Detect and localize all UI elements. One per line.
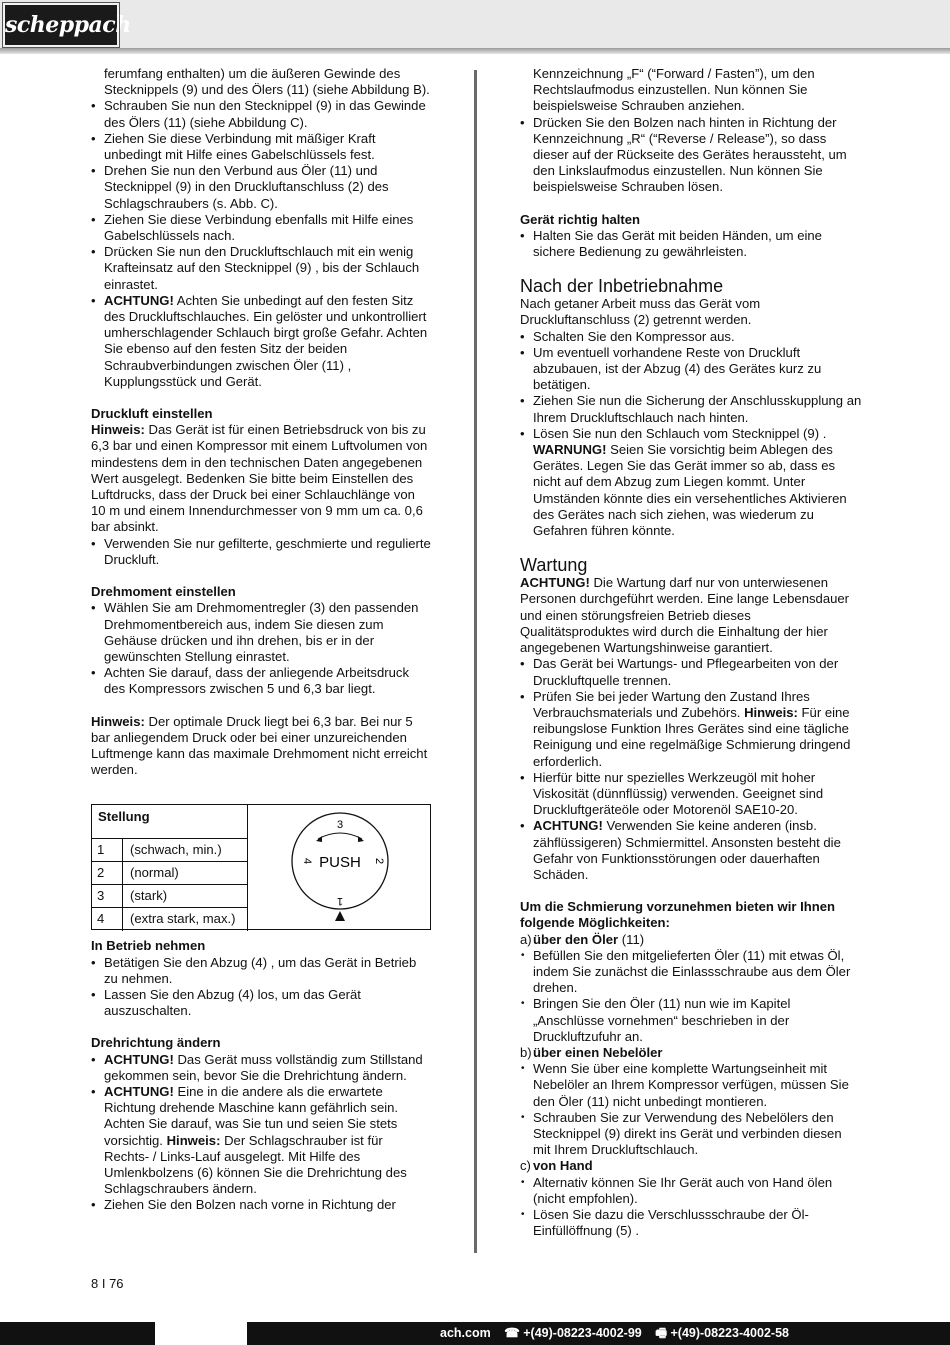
nach-intro: Nach getaner Arbeit muss das Gerät vom Druckluftanschluss (2) getrennt werden. [520,296,761,328]
list-item [520,426,862,539]
list-item-text: Prüfen Sie bei jeder Wartung den Zustand Ihres Verbrauchsmaterials und Zubehörs. [533,688,810,720]
option-c-list [520,1175,862,1240]
intro-continuation: ferumfang enthalten) um die äußeren Gewinde des Stecknippels (9) und des Ölers (11) (siehe Abbildung B). [104,66,430,98]
hinweis-label: Hinweis: [744,704,798,720]
option-title: über den Öler [533,931,619,947]
list-item: • Schrauben Sie zur Verwendung des Nebelölers den Stecknippel (9) direkt ins Gerät und verbinden diesen mit Ihrem Druckluftschlauch. [520,1110,862,1159]
nach-list [520,329,862,540]
option-b-list [520,1061,862,1158]
option-label: b) [520,1044,532,1060]
dial-label-top: 3 [336,819,344,832]
list-item: • Wenn Sie über eine komplette Wartungseinheit mit Nebelöler an Ihrem Kompressor verfügen, müssen Sie den Öler (11) nicht unbedingt montieren. [520,1061,862,1110]
list-item: • Lösen Sie dazu die Verschlussschraube der Öl-Einfüllöffnung (5) . [520,1207,862,1239]
list-item: • Ziehen Sie nun die Sicherung der Anschlusskupplung an Ihrem Druckluftschlauch nach hinten. [520,393,862,425]
arrow-head-right [358,836,364,842]
option-b-heading [520,1045,862,1061]
achtung-text: Verwenden Sie keine anderen (insb. zähflüssigeren) Schmiermittel. Ansonsten besteht die Gefahr von Funktionsstörungen oder dauerhaften Schäden. [533,818,841,882]
hinweis-text: Der optimale Druck liegt bei 6,3 bar. Bei nur 5 bar anliegendem Druck oder bei einer unzureichenden Luftmenge kann das maximale Drehmoment nicht erreicht werden. [91,713,428,778]
drehmoment-hinweis [91,714,431,779]
list-item [520,818,862,883]
wartung-heading: Wartung [520,555,588,576]
warnung-label: WARNUNG! [533,442,607,458]
schmierung-heading: Um die Schmierung vorzunehmen bieten wir Ihnen folgende Möglichkeiten: [520,899,836,931]
option-label: c) [520,1158,531,1174]
hinweis-text: Für eine reibungslose Funktion Ihres Gerätes sind eine tägliche Reinigung und eine regelmäßige Schmierung dringend erforderlich. [533,704,851,769]
hinweis-label: Hinweis: [91,713,145,729]
table-cell-label: (schwach, min.) [130,842,222,858]
arrow-head-left [316,836,322,842]
table-row [92,839,248,862]
header-shadow [0,48,950,54]
table-cell-num: 2 [92,862,123,884]
drehrichtung-heading: Drehrichtung ändern [91,1035,221,1051]
torque-dial-diagram [250,805,430,928]
table-cell-label: (stark) [130,888,168,904]
page-number: 8 I 76 [91,1276,124,1291]
warnung-text: Seien Sie vorsichtig beim Ablegen des Gerätes. Legen Sie das Gerät immer so ab, dass es nicht auf dem Abzug zum Liegen kommt. Unter Umständen könnte dies ein versehentliches Aktivieren des Gerätes nach sich ziehen, was wiederum zu Gefahren führen könnte. [533,442,847,539]
list-item [91,1084,431,1197]
list-item: • Befüllen Sie den mitgelieferten Öler (11) mit etwas Öl, indem Sie zunächst die Einlassschraube aus dem Öler drehen. [520,948,862,997]
achtung-text: Eine in die andere als die erwartete Richtung drehende Maschine kann gefährlich sein. Achten Sie darauf, was Sie tun und seien Sie stets vorsichtig. [104,1083,399,1148]
table-cell-num: 3 [92,885,123,907]
list-item: • Betätigen Sie den Abzug (4) , um das Gerät in Betrieb zu nehmen. [91,955,431,987]
table-cell-label: (extra stark, max.) [130,911,236,927]
table-cell-label: (normal) [130,865,179,881]
list-item: • Halten Sie das Gerät mit beiden Händen, um eine sichere Bedienung zu gewährleisten. [520,228,862,260]
left-column [91,66,431,1214]
druckluft-hinweis [91,422,431,535]
dial-label-left: 4 [301,858,313,865]
drehmoment-list [91,600,431,697]
list-item: • Bringen Sie den Öler (11) nun wie im Kapitel „Anschlüsse vornehmen“ beschrieben in der Druckluftzufuhr an. [520,996,862,1045]
drehrichtung-continuation: Kennzeichnung „F“ (“Forward / Fasten”), um den Rechtslaufmodus einzustellen. Nun können Sie beispielsweise Schrauben anziehen. [533,66,815,114]
list-item: • Drücken Sie nun den Druckluftschlauch mit ein wenig Krafteinsatz auf den Stecknippel (9) , bis der Schlauch einrastet. [91,244,431,293]
list-item: • Das Gerät bei Wartungs- und Pflegearbeiten von der Druckluftquelle trennen. [520,656,862,688]
achtung-label: ACHTUNG! [533,818,603,834]
halten-list [520,228,862,260]
list-item-text: Lösen Sie nun den Schlauch vom Stecknippel (9) . [533,425,827,441]
nach-heading: Nach der Inbetriebnahme [520,276,724,297]
table-cell-num: 1 [92,839,123,861]
achtung-label: ACHTUNG! [520,575,590,591]
dial-marker-triangle [335,911,345,921]
drehmoment-heading: Drehmoment einstellen [91,584,236,600]
dial-label-bottom: 1 [336,895,344,908]
list-item: • Drücken Sie den Bolzen nach hinten in Richtung der Kennzeichnung „R“ (“Reverse / Release”), so dass dieser auf der Rückseite des Gerätes heraussteht, um den Linkslaufmodus einzustellen. Nun können Sie beispielsweise Schrauben lösen. [520,115,862,196]
list-item: • Ziehen Sie den Bolzen nach vorne in Richtung der [91,1197,431,1213]
achtung-label: ACHTUNG! [104,1051,174,1067]
wartung-list [520,656,862,883]
intro-bullet-list [91,98,431,390]
druckluft-list [91,536,431,568]
page-footer [0,1322,950,1345]
option-a-heading [520,932,862,948]
list-item: • Ziehen Sie diese Verbindung ebenfalls mit Hilfe eines Gabelschlüssels nach. [91,212,431,244]
list-item: • Schrauben Sie nun den Stecknippel (9) in das Gewinde des Ölers (11) (siehe Abbildung C). [91,98,431,130]
table-header: Stellung [92,805,248,839]
footer-website: ach.com [440,1326,491,1340]
list-item: • Verwenden Sie nur gefilterte, geschmierte und regulierte Druckluft. [91,536,431,568]
achtung-item [91,293,431,390]
option-c-heading [520,1158,862,1174]
table-row [92,885,248,908]
betrieb-heading: In Betrieb nehmen [91,938,206,954]
wartung-intro [520,575,862,656]
option-note: (11) [618,931,645,947]
drehrichtung-list-cont [520,115,862,196]
list-item: • Alternativ können Sie Ihr Gerät auch von Hand ölen (nicht empfohlen). [520,1175,862,1207]
achtung-label: ACHTUNG! [104,292,174,308]
hinweis-text: Das Gerät ist für einen Betriebsdruck von bis zu 6,3 bar und einen Kompressor mit einem Luftvolumen von mindestens dem in den technischen Daten angegebenen Wert ausgelegt. Bedenken Sie bitte beim Einstellen des Luftdrucks, dass der Druck bei einer Schlauchlänge von 10 m und einem Innendurchmesser von 9 mm um ca. 0,6 bar absinkt. [91,422,428,535]
druckluft-heading: Druckluft einstellen [91,406,213,422]
achtung-text: Achten Sie unbedingt auf den festen Sitz des Druckluftschlauches. Ein gelöster und unkontrolliert umherschlagender Schlauch birgt große Gefahr. Achten Sie ebenso auf den festen Sitz der beiden Schraubverbindungen zwischen Öler (11) , Kupplungsstück und Gerät. [104,292,428,389]
footer-white-block [155,1322,247,1345]
dial-label-push: PUSH [319,854,361,872]
stellung-table [91,804,431,930]
right-column [520,66,862,1239]
drehrichtung-list [91,1052,431,1214]
achtung-text: Das Gerät muss vollständig zum Stillstand gekommen sein, bevor Sie die Drehrichtung ändern. [104,1051,423,1083]
list-item [91,1052,431,1084]
option-a-list [520,948,862,1045]
dial-label-right: 2 [373,858,385,865]
footer-contact [440,1325,799,1341]
achtung-text: Die Wartung darf nur von unterwiesenen Personen durchgeführt werden. Eine lange Lebensdauer und einen störungsfreien Betrieb dieses Qualitätsproduktes wird durch die Einhaltung der hier angegebenen Wartungshinweise garantiert. [520,575,850,656]
option-label: a) [520,931,532,947]
hinweis-label: Hinweis: [166,1132,221,1148]
list-item: • Drehen Sie nun den Verbund aus Öler (11) und Stecknippel (9) in den Druckluftanschluss (2) des Schlagschraubers (s. Abb. C). [91,163,431,212]
list-item: • Achten Sie darauf, dass der anliegende Arbeitsdruck des Kompressors zwischen 5 und 6,3 bar liegt. [91,665,431,697]
column-divider [474,70,477,1253]
list-item: • Lassen Sie den Abzug (4) los, um das Gerät auszuschalten. [91,987,431,1019]
option-title: von Hand [533,1158,593,1174]
list-item: • Ziehen Sie diese Verbindung mit mäßiger Kraft unbedingt mit Hilfe eines Gabelschlüssels fest. [91,131,431,163]
table-row [92,908,248,931]
list-item: • Hierfür bitte nur spezielles Werkzeugöl mit hoher Viskosität (dünnflüssig) verwenden. Geeignet sind Druckluftgeräteöle oder Motorenöl SAE10-20. [520,770,862,819]
option-title: über einen Nebelöler [533,1044,663,1060]
hinweis-text: Der Schlagschrauber ist für Rechts- / Links-Lauf ausgelegt. Mit Hilfe des Umlenkbolzens (6) können Sie die Drehrichtung des Schlagschraubers ändern. [104,1132,407,1197]
page-header [0,0,950,48]
hinweis-label: Hinweis: [91,422,145,438]
list-item: • Um eventuell vorhandene Reste von Druckluft abzubauen, ist der Abzug (4) des Gerätes kurz zu betätigen. [520,345,862,394]
halten-heading: Gerät richtig halten [520,211,641,227]
rotation-arrow [318,833,362,839]
list-item: • Schalten Sie den Kompressor aus. [520,329,862,345]
table-row [92,862,248,885]
list-item: • Wählen Sie am Drehmomentregler (3) den passenden Drehmomentbereich aus, indem Sie diesen zum Gehäuse drücken und ihn drehen, bis er in der gewünschten Stellung einrastet. [91,600,431,665]
footer-fax: 🖷 +(49)-08223-4002-58 [655,1326,789,1340]
achtung-label: ACHTUNG! [104,1083,174,1099]
table-cell-num: 4 [92,908,123,931]
scheppach-logo: scheppach [3,3,119,47]
betrieb-list [91,955,431,1020]
footer-phone: ☎ +(49)-08223-4002-99 [504,1326,642,1340]
list-item [520,689,862,770]
